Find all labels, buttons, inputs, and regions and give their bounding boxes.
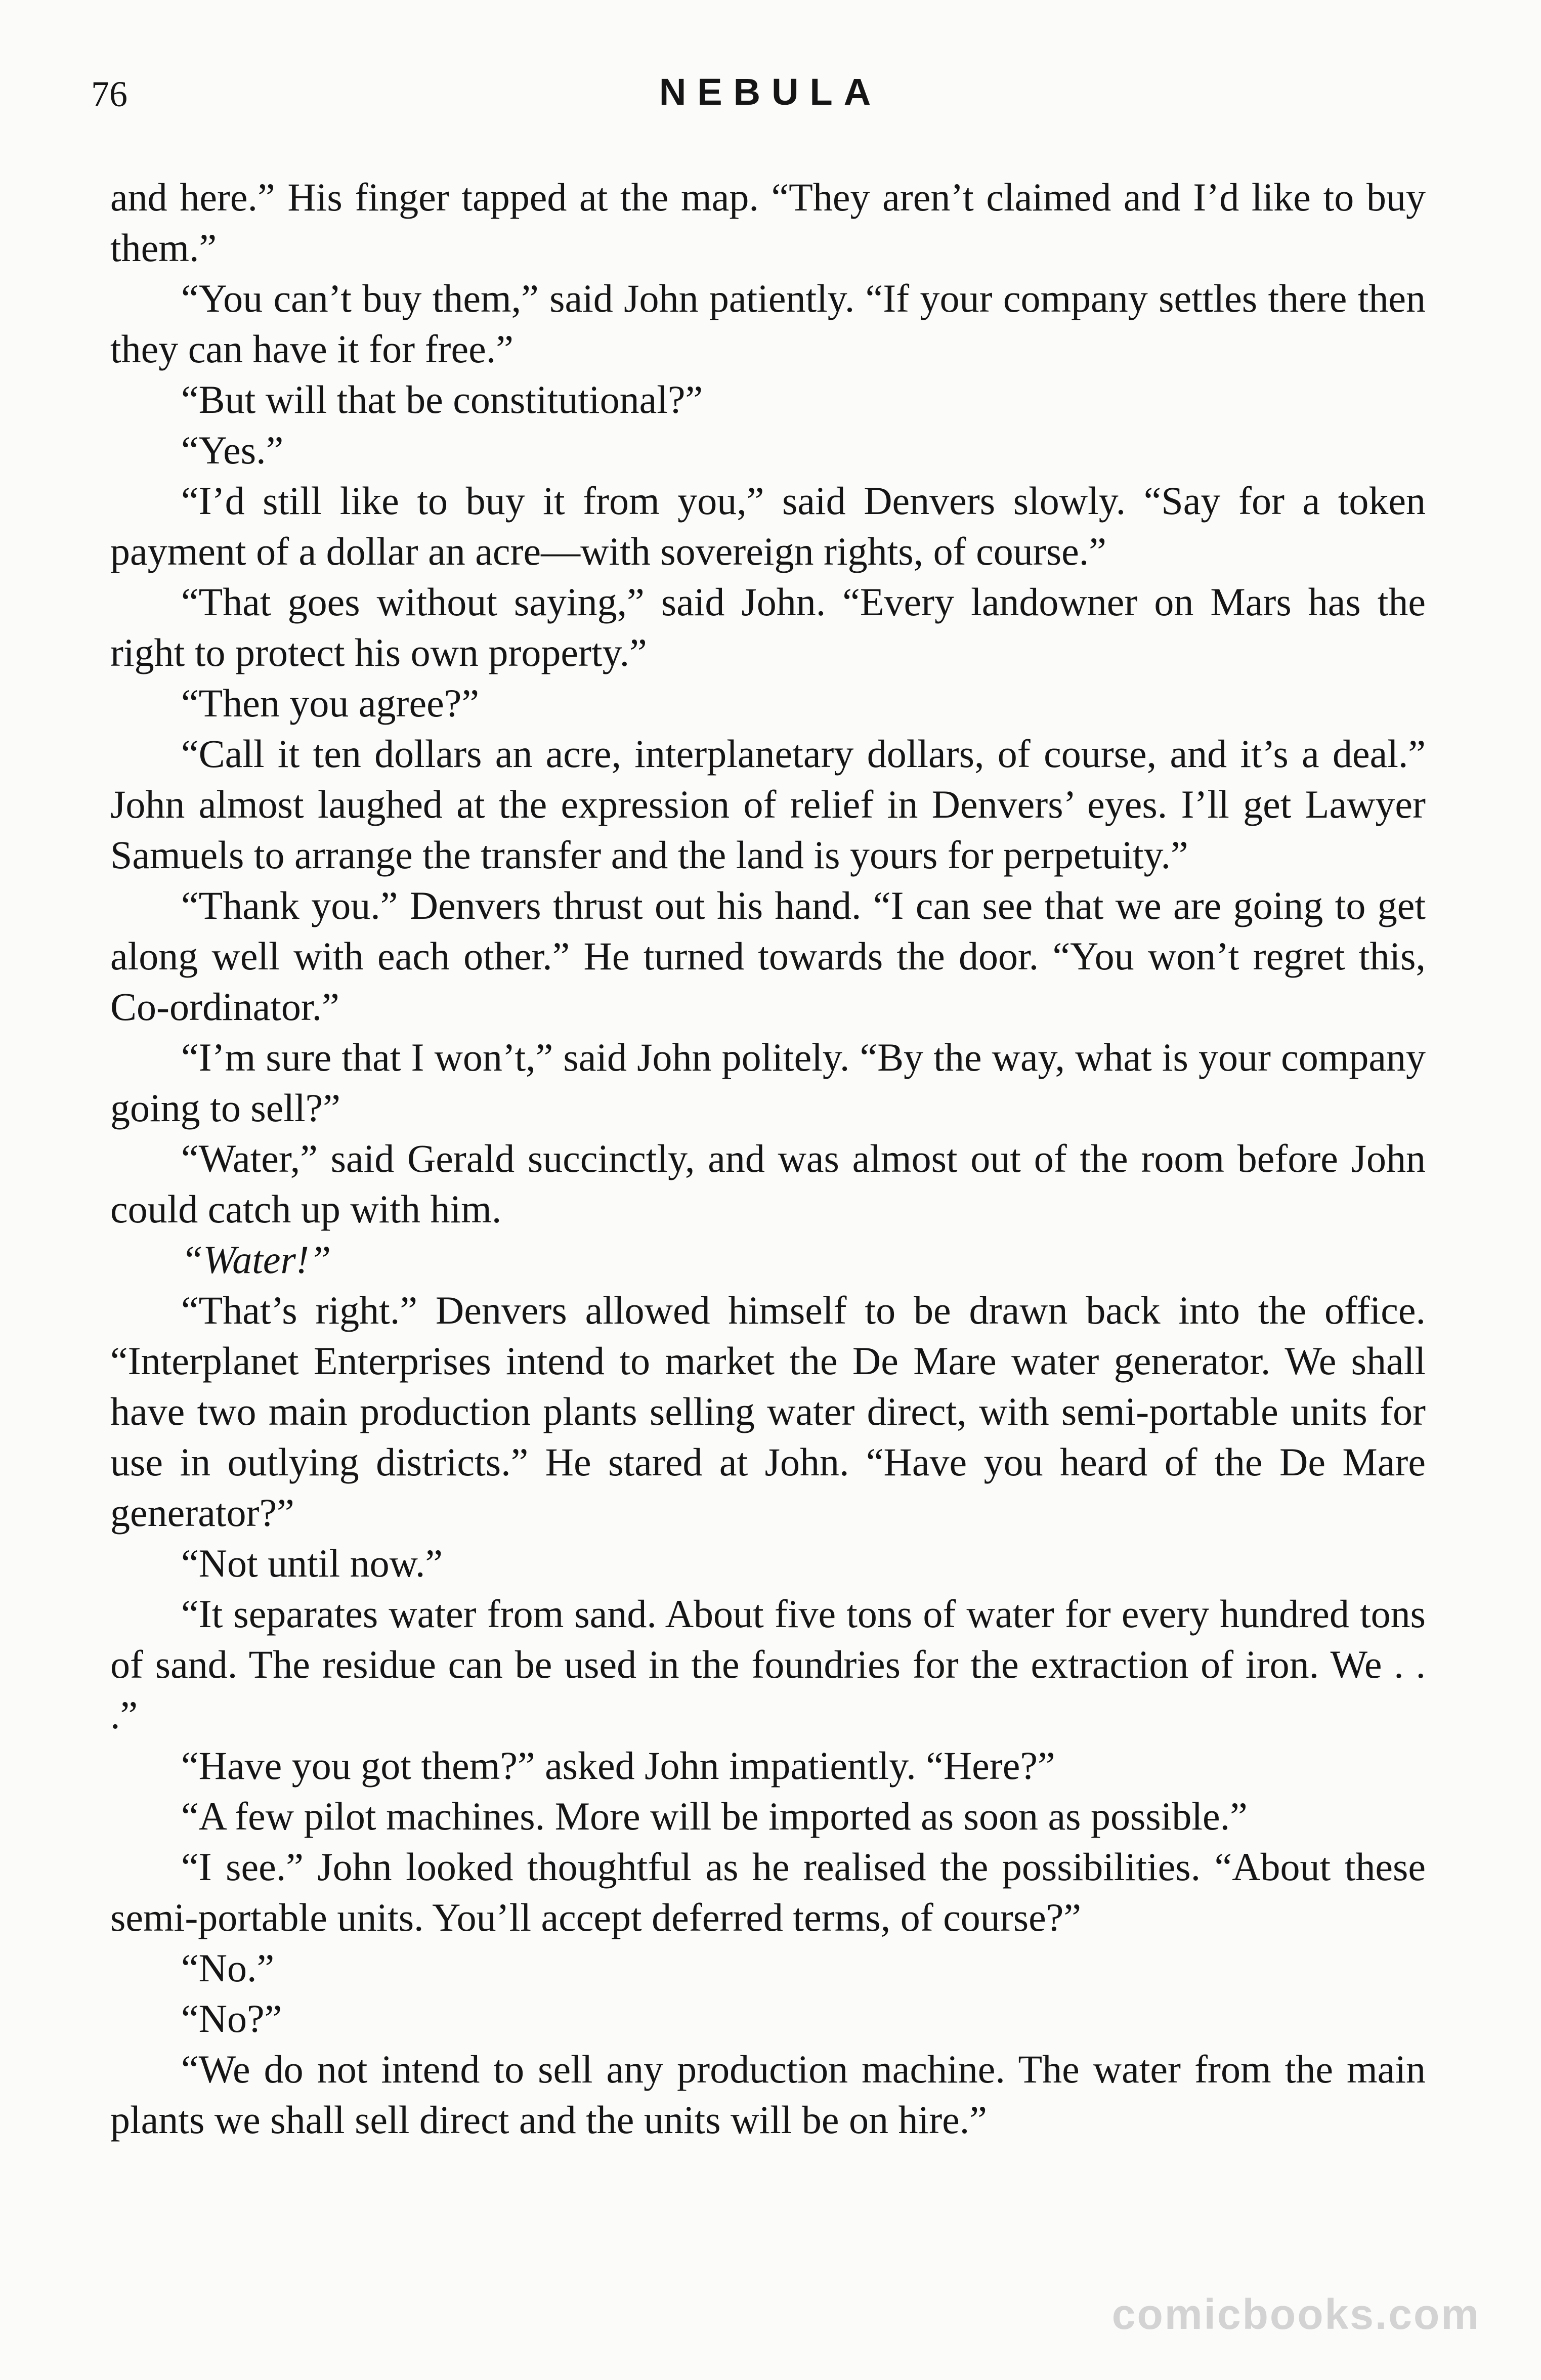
paragraph: “Yes.” <box>181 428 284 472</box>
body-text <box>110 172 1426 2145</box>
paragraph: “Call it ten dollars an acre, interplanetary dollars, of course, and it’s a deal.” John almost laughed at the expression of relief in Denvers’ eyes. I’ll get Lawyer Samuels to arrange the transfer and the land is yours for perpetuity.” <box>110 732 1426 877</box>
paragraph: “Then you agree?” <box>181 681 479 725</box>
paragraph: “That’s right.” Denvers allowed himself to be drawn back into the office. “Interplanet Enterprises intend to market the De Mare water generator. We shall have two main production plants selling water direct, with semi-portable units for use in outlying districts.” He stared at John. “Have you heard of the De Mare generator?” <box>110 1288 1426 1535</box>
paragraph: “I see.” John looked thoughtful as he realised the possibilities. “About these semi-portable units. You’ll accept deferred terms, of course?” <box>110 1845 1426 1939</box>
paragraph: “We do not intend to sell any production machine. The water from the main plants we shall sell direct and the units will be on hire.” <box>110 2047 1426 2142</box>
paragraph: “No?” <box>181 1996 282 2041</box>
paragraph: “I’d still like to buy it from you,” said Denvers slowly. “Say for a token payment of a dollar an acre—with sovereign rights, of course.” <box>110 479 1426 573</box>
page-number: 76 <box>91 74 127 114</box>
paragraph: and here.” His finger tapped at the map. “They aren’t claimed and I’d like to buy them.” <box>110 175 1426 270</box>
paragraph-italic: “Water!” <box>181 1238 331 1282</box>
paragraph: “No.” <box>181 1946 275 1990</box>
watermark: comicbooks.com <box>1111 2290 1480 2338</box>
running-head-title: NEBULA <box>659 71 882 113</box>
paragraph: “Have you got them?” asked John impatiently. “Here?” <box>181 1744 1055 1788</box>
paragraph: “You can’t buy them,” said John patiently. “If your company settles there then they can have it for free.” <box>110 276 1426 371</box>
paragraph: “A few pilot machines. More will be imported as soon as possible.” <box>181 1794 1248 1838</box>
paragraph: “I’m sure that I won’t,” said John politely. “By the way, what is your company going to sell?” <box>110 1035 1426 1130</box>
paragraph: “But will that be constitutional?” <box>181 377 703 421</box>
paragraph: “Not until now.” <box>181 1541 443 1585</box>
paragraph: “Thank you.” Denvers thrust out his hand. “I can see that we are going to get along well with each other.” He turned towards the door. “You won’t regret this, Co-ordinator.” <box>110 883 1426 1029</box>
paragraph: “That goes without saying,” said John. “Every landowner on Mars has the right to protect his own property.” <box>110 580 1426 674</box>
paragraph: “It separates water from sand. About five tons of water for every hundred tons of sand. The residue can be used in the foundries for the extraction of iron. We . . .” <box>110 1592 1426 1737</box>
paragraph: “Water,” said Gerald succinctly, and was almost out of the room before John could catch up with him. <box>110 1136 1426 1231</box>
